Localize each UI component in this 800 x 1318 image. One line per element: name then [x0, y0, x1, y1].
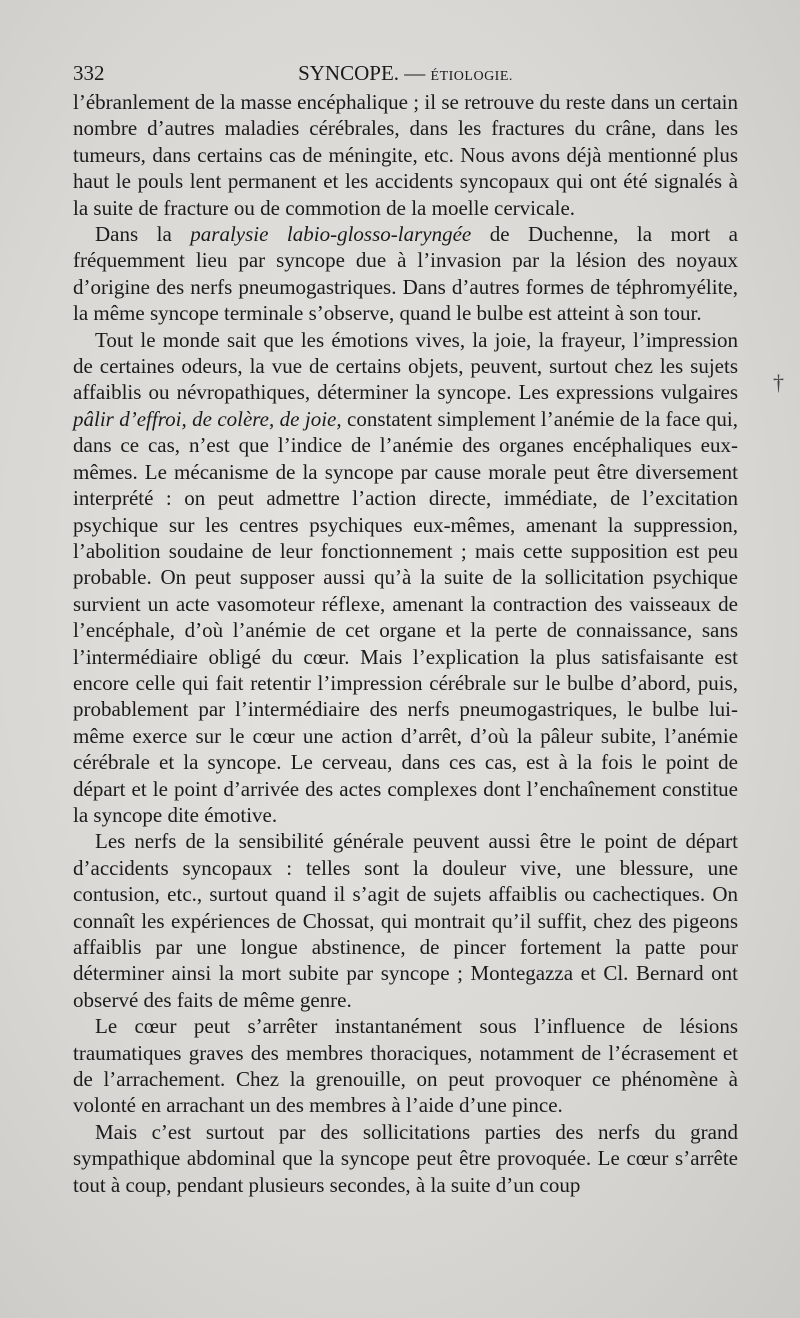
section-subtitle: ÉTIOLOGIE.	[430, 69, 513, 84]
paragraph-5: Le cœur peut s’arrêter instantanément sous l’influence de lésions traumatiques graves des membres thoraciques, notamment de l’écrasement et de l’arrachement. Chez la grenouille, on peut provoquer ce phénomène à volonté en arrachant un des membres à l’aide d’une pince.	[73, 1014, 738, 1118]
running-header	[73, 58, 738, 88]
paragraph-1: l’ébranlement de la masse encéphalique ; il se retrouve du reste dans un certain nombre d’autres maladies cérébrales, dans les fractures du crâne, dans les tumeurs, dans certains cas de méningite, etc. Nous avons déjà mentionné plus haut le pouls lent permanent et les accidents syncopaux qui ont été signalés à la suite de fracture ou de commotion de la moelle cervicale.	[73, 90, 738, 220]
paragraph-6: Mais c’est surtout par des sollicitations parties des nerfs du grand sympathique abdominal que la syncope peut être provoquée. Le cœur s’arrête tout à coup, pendant plusieurs secondes, à la suite d’un coup	[73, 1119, 738, 1197]
chapter-title: SYNCOPE.	[298, 61, 400, 85]
emphasis-paralysie: paralysie labio-glosso-laryngée	[190, 222, 472, 247]
paragraph-3: Tout le monde sait que les émotions vives, la joie, la frayeur, l’impression de certaines odeurs, la vue de certains objets, peuvent, surtout chez les sujets affaiblis ou névropathiques, déterminer la syncope. Les expressions vulgaires pâlir d’effroi, de colère, de joie, constatent simplement l’anémie de la face qui, dans ce cas, n’est que l’indice de l’anémie des organes encéphaliques eux-mêmes. Le mécanisme de la syncope par cause morale peut être diversement interprété : on peut admettre l’action directe, immédiate, de l’excitation psychique sur les centres psychiques eux-mêmes, amenant la suppression, l’abolition soudaine de leur fonctionnement ; mais cette supposition est peu probable. On peut supposer aussi qu’à la suite de la sollicitation psychique survient un acte vasomoteur réflexe, amenant la contraction des vaisseaux de l’encéphale, d’où l’anémie de cet organe et la perte de connaissance, sans l’intermédiaire obligé du cœur. Mais l’explication la plus satisfaisante est encore celle qui fait retentir l’impression cérébrale sur le bulbe d’abord, puis, probablement par l’intermédiaire des nerfs pneumogastriques, le bulbe lui-même exerce sur le cœur une action d’arrêt, d’où la pâleur subite, l’anémie cérébrale et la syncope. Le cerveau, dans ces cas, est à la fois le point de départ et le point d’arrivée des actes complexes dont l’enchaînement constitue la syncope dite émotive.	[73, 327, 738, 827]
emphasis-expressions: pâlir d’effroi, de colère, de joie,	[73, 406, 342, 431]
body-text	[73, 89, 738, 1197]
running-title	[73, 58, 738, 92]
margin-mark: †	[773, 370, 784, 395]
paragraph-2: Dans la paralysie labio-glosso-laryngée de Duchenne, la mort a fréquemment lieu par syncope due à l’invasion par la lésion des noyaux d’origine des nerfs pneumogastriques. Dans d’autres formes de téphromyélite, la même syncope terminale s’observe, quand le bulbe est atteint à son tour.	[73, 222, 738, 326]
title-dash: —	[404, 61, 426, 85]
paragraph-4: Les nerfs de la sensibilité générale peuvent aussi être le point de départ d’accidents syncopaux : telles sont la douleur vive, une blessure, une contusion, etc., surtout quand il s’agit de sujets affaiblis ou cachectiques. On connaît les expériences de Chossat, qui montrait qu’il suffit, chez des pigeons affaiblis par une longue abstinence, de pincer fortement la patte pour déterminer ainsi la mort subite par syncope ; Montegazza et Cl. Bernard ont observé des faits de même genre.	[73, 829, 738, 1012]
page-number: 332	[73, 61, 105, 85]
